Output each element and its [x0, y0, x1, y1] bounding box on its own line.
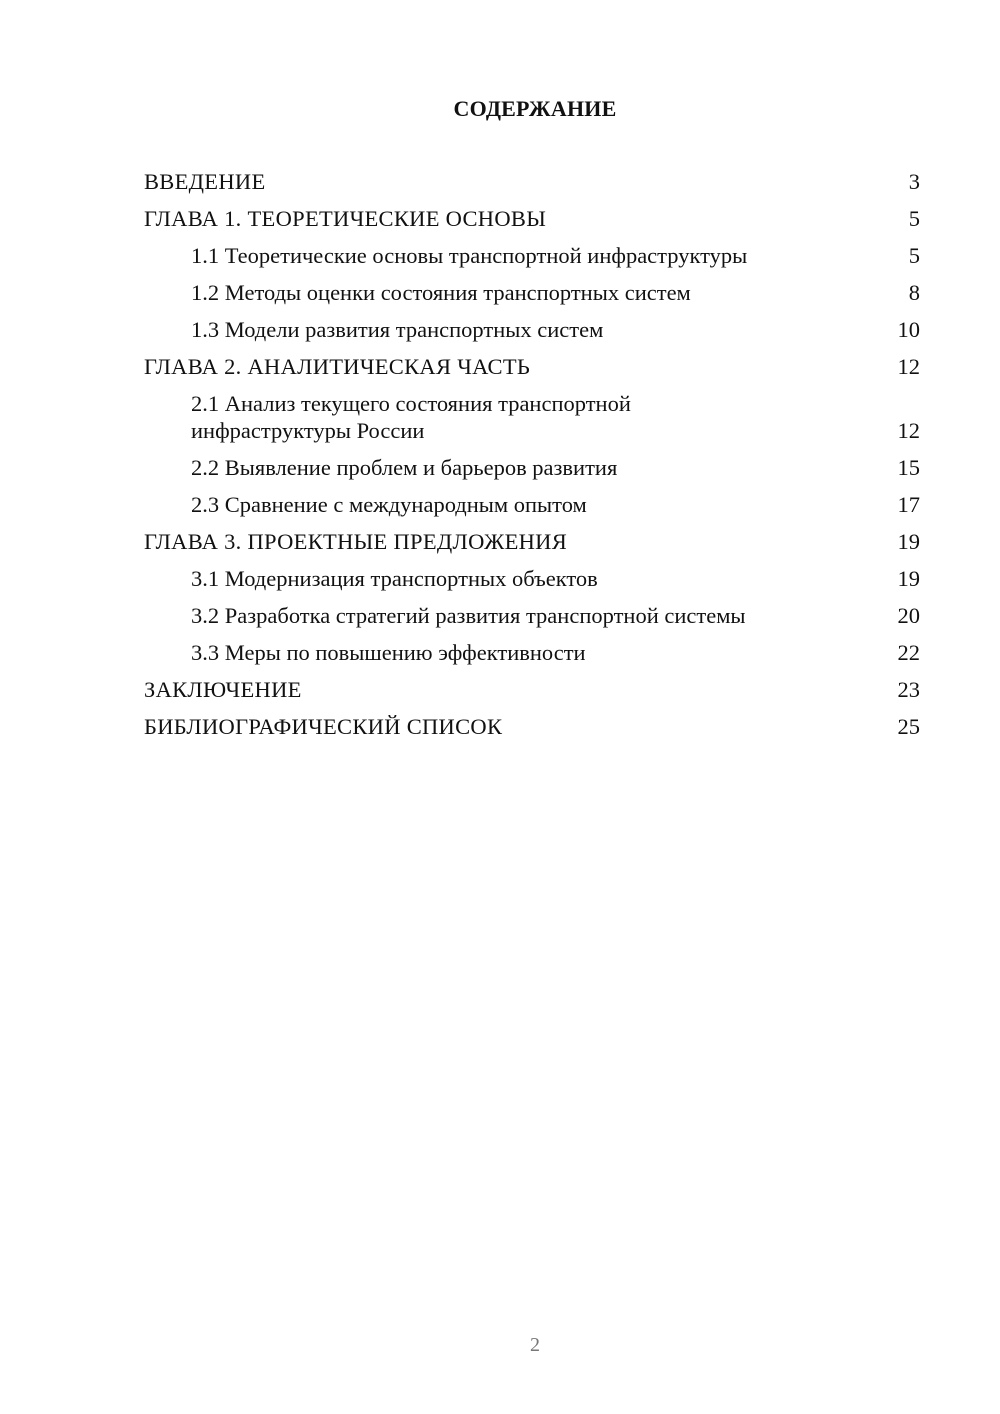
- toc-entry[interactable]: [144, 713, 920, 740]
- toc-subentry[interactable]: [144, 242, 920, 269]
- toc-entry-label: ГЛАВА 3. ПРОЕКТНЫЕ ПРЕДЛОЖЕНИЯ: [144, 529, 568, 554]
- toc-entry-label: 1.3 Модели развития транспортных систем: [191, 317, 604, 342]
- toc-subentry[interactable]: [144, 602, 920, 629]
- toc-entry-label: 3.2 Разработка стратегий развития транспортной системы: [191, 603, 746, 628]
- toc-entry-label: 2.2 Выявление проблем и барьеров развития: [191, 455, 618, 480]
- toc-entry-label: 1.2 Методы оценки состояния транспортных систем: [191, 280, 691, 305]
- toc-subentry[interactable]: [144, 390, 920, 444]
- toc-entry-label: 2.1 Анализ текущего состояния транспортной инфраструктуры России: [191, 391, 631, 443]
- toc-entry[interactable]: [144, 205, 920, 232]
- toc-entry[interactable]: [144, 353, 920, 380]
- toc-entry-page: 20: [897, 603, 920, 628]
- toc-entry[interactable]: [144, 168, 920, 195]
- toc-subentry[interactable]: [144, 279, 920, 306]
- toc-entry-page: 12: [897, 354, 920, 379]
- toc-entry-page: 5: [908, 243, 920, 268]
- toc-entry-page: 17: [897, 492, 920, 517]
- toc-entry-label: ЗАКЛЮЧЕНИЕ: [144, 677, 302, 702]
- toc-entry-label: 1.1 Теоретические основы транспортной инфраструктуры: [191, 243, 748, 268]
- toc-subentry[interactable]: [144, 639, 920, 666]
- toc-entry-page: 5: [908, 206, 920, 231]
- toc-entry-page: 23: [897, 677, 920, 702]
- toc-entry-label: ГЛАВА 1. ТЕОРЕТИЧЕСКИЕ ОСНОВЫ: [144, 206, 547, 231]
- toc-entry[interactable]: [144, 528, 920, 555]
- toc-entry-label: ВВЕДЕНИЕ: [144, 169, 266, 194]
- toc-entry-label: 3.3 Меры по повышению эффективности: [191, 640, 586, 665]
- toc-entry-page: 3: [908, 169, 920, 194]
- toc-entry-label: ГЛАВА 2. АНАЛИТИЧЕСКАЯ ЧАСТЬ: [144, 354, 531, 379]
- toc-entry-page: 15: [897, 455, 920, 480]
- toc-entry-label: 3.1 Модернизация транспортных объектов: [191, 566, 598, 591]
- toc-entry-page: 12: [897, 418, 920, 443]
- toc-entry-page: 10: [897, 317, 920, 342]
- page-number: 2: [530, 1334, 540, 1356]
- toc-subentry[interactable]: [144, 454, 920, 481]
- page-title: СОДЕРЖАНИЕ: [453, 96, 617, 121]
- toc-entry-label: БИБЛИОГРАФИЧЕСКИЙ СПИСОК: [144, 714, 503, 739]
- toc-entry-page: 19: [897, 566, 920, 591]
- toc-entry-label: 2.3 Сравнение с международным опытом: [191, 492, 587, 517]
- toc-entry-page: 19: [897, 529, 920, 554]
- toc-entry[interactable]: [144, 676, 920, 703]
- toc-entry-page: 8: [908, 280, 920, 305]
- toc-entry-page: 25: [897, 714, 920, 739]
- toc-subentry[interactable]: [144, 565, 920, 592]
- toc-entry-page: 22: [897, 640, 920, 665]
- table-of-contents: [144, 168, 920, 750]
- toc-subentry[interactable]: [144, 316, 920, 343]
- toc-subentry[interactable]: [144, 491, 920, 518]
